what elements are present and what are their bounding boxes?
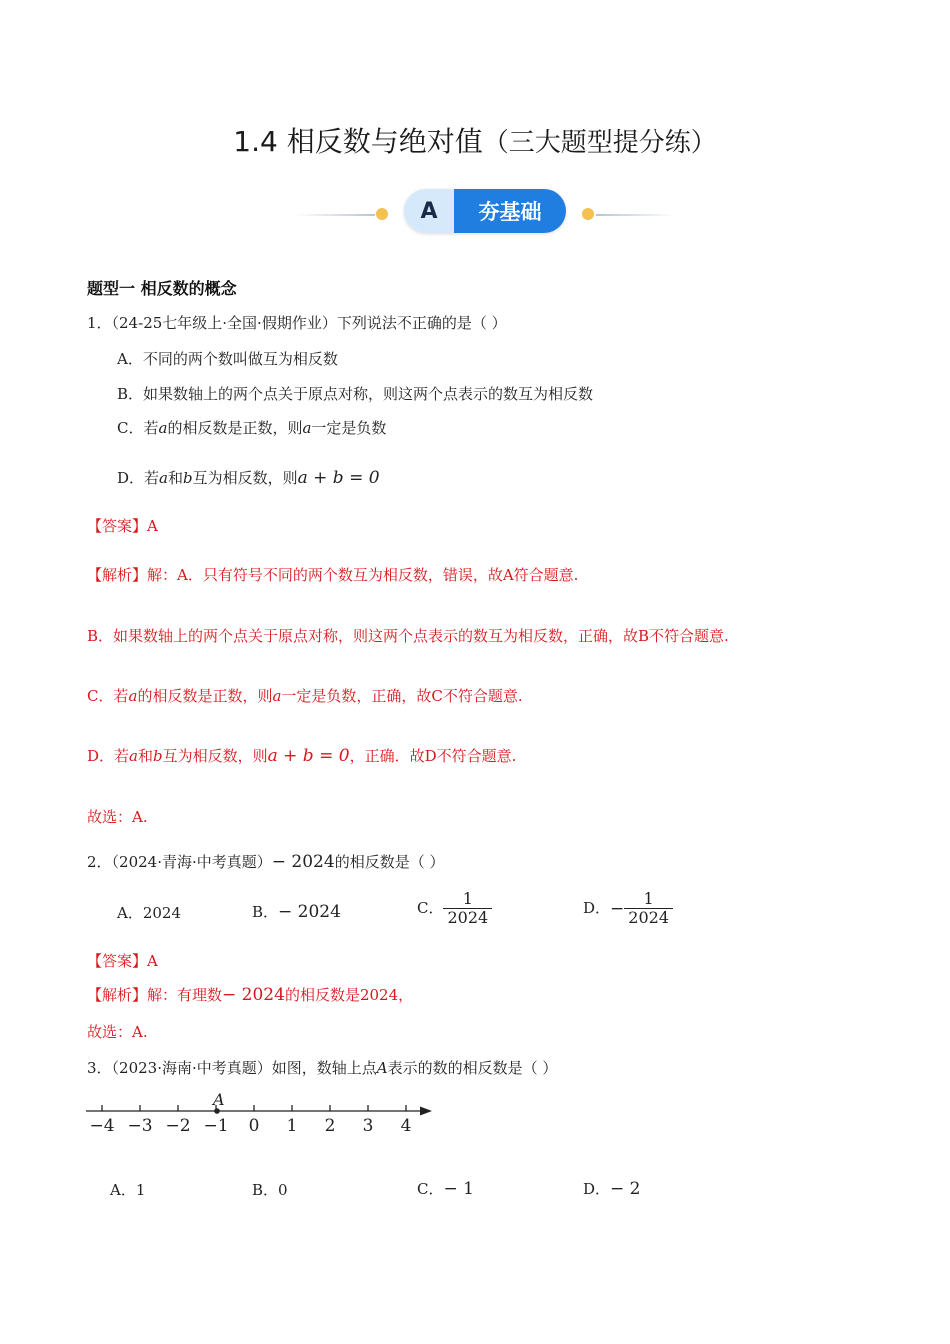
q1-analysis-b: B．如果数轴上的两个点关于原点对称，则这两个点表示的数互为相反数，正确，故B不符合题意. (87, 627, 729, 645)
q2-c-fraction (443, 890, 492, 928)
q1-option-c (117, 417, 386, 438)
q1-d-var1: a (159, 469, 168, 487)
q3-stem-pre: 3．（2023·海南·中考真题）如图，数轴上点 (87, 1059, 377, 1077)
q2-d-num: 1 (624, 890, 673, 909)
q2-jx-pre: 解：有理数 (147, 986, 223, 1004)
q2-jx-post: 的相反数是2024， (284, 986, 414, 1004)
tick-label: −4 (89, 1116, 115, 1136)
q1-c-var1: a (158, 419, 168, 437)
q1-jx-d-mid2: 互为相反数，则 (162, 747, 268, 765)
q2-analysis-label: 【解析】 (87, 986, 148, 1004)
q1-analysis-c (87, 685, 523, 706)
tick-label: 2 (324, 1116, 336, 1136)
q1-d-var2: b (183, 469, 193, 487)
q2-d-label: D． (583, 898, 611, 917)
title-sub: （三大题型提分练） (482, 128, 717, 158)
q2-jx-num: − 2024 (222, 985, 285, 1005)
q1-jx-c-post: 一定是负数，正确，故C不符合题意. (281, 687, 523, 705)
tick-label: −2 (165, 1116, 191, 1136)
q1-analysis-a (87, 564, 578, 585)
q2-d-den: 2024 (628, 908, 669, 928)
q3-option-a: A．1 (110, 1181, 146, 1199)
point-a-marker (214, 1108, 220, 1114)
q2-stem-num: − 2024 (271, 852, 335, 872)
q3-d-label: D． (583, 1180, 611, 1198)
q3-stem-var: A (376, 1059, 388, 1077)
q3-stem-post: 表示的数的相反数是（ ） (387, 1059, 558, 1077)
q1-analysis-a-text: 解：A．只有符号不同的两个数互为相反数，错误，故A符合题意. (147, 566, 579, 584)
q3-option-b: B．0 (252, 1181, 288, 1199)
tick-label: 4 (400, 1116, 412, 1136)
q2-b-val: − 2024 (278, 902, 341, 922)
q2-d-fraction (624, 890, 673, 928)
q1-option-b: B．如果数轴上的两个点关于原点对称，则这两个点表示的数互为相反数 (117, 385, 594, 403)
badge-letter: A (404, 189, 454, 233)
q1-d-pre: D．若 (117, 469, 160, 487)
section-heading: 题型一 相反数的概念 (87, 279, 237, 298)
q1-d-expr: a + b = 0 (297, 468, 380, 488)
q3-stem (87, 1057, 557, 1078)
point-a-label: A (213, 1090, 225, 1109)
q1-c-var2: a (302, 419, 312, 437)
q2-stem (87, 851, 444, 872)
q2-c-num: 1 (443, 890, 492, 909)
q2-option-c (417, 890, 492, 928)
q2-stem-pre: 2．（2024·青海·中考真题） (87, 853, 272, 871)
q1-jx-d-expr: a + b = 0 (267, 746, 350, 766)
q3-c-val: − 1 (443, 1179, 474, 1199)
q3-option-c (417, 1178, 474, 1199)
q2-c-label: C． (417, 898, 444, 917)
q2-b-label: B． (252, 903, 279, 921)
badge-text: 夯基础 (454, 189, 566, 233)
q2-c-den: 2024 (447, 908, 489, 928)
q1-d-mid: 和 (167, 469, 183, 487)
q1-jx-d-var2: b (153, 747, 163, 765)
q1-answer: 【答案】A (87, 517, 158, 535)
q1-jx-d-pre: D．若 (87, 747, 130, 765)
tick-label: −1 (203, 1116, 229, 1136)
q1-d-mid2: 互为相反数，则 (192, 469, 298, 487)
q1-jx-c-mid: 的相反数是正数，则 (137, 687, 273, 705)
tick-label: 0 (248, 1116, 260, 1136)
q1-jx-c-var1: a (128, 687, 138, 705)
q1-c-mid: 的相反数是正数，则 (167, 419, 303, 437)
page-title (0, 120, 950, 160)
number-line-figure (80, 1085, 440, 1145)
q2-choose: 故选：A. (87, 1023, 148, 1041)
q1-stem: 1．（24-25七年级上·全国·假期作业）下列说法不正确的是（ ） (87, 314, 507, 332)
tick-label: −3 (127, 1116, 153, 1136)
q1-jx-d-post: ，正确．故D不符合题意. (349, 747, 517, 765)
banner-line-left (295, 214, 375, 216)
q1-option-a: A．不同的两个数叫做互为相反数 (117, 350, 338, 368)
q1-analysis-d (87, 745, 516, 766)
q3-c-label: C． (417, 1180, 444, 1198)
q2-stem-post: 的相反数是（ ） (334, 853, 445, 871)
banner-dot-right (582, 208, 594, 220)
q3-d-val: − 2 (610, 1179, 641, 1199)
q2-option-b (252, 901, 341, 922)
q2-option-d (583, 890, 673, 928)
q1-c-post: 一定是负数 (311, 419, 387, 437)
q1-jx-c-var2: a (272, 687, 282, 705)
q1-choose: 故选：A. (87, 808, 148, 826)
banner-line-right (596, 214, 676, 216)
number-line-arrow (420, 1107, 432, 1116)
q2-answer: 【答案】A (87, 952, 158, 970)
banner-dot-left (376, 208, 388, 220)
q1-c-pre: C．若 (117, 419, 159, 437)
q2-option-a: A．2024 (117, 904, 182, 922)
tick-label: 3 (362, 1116, 374, 1136)
tick-label: 1 (286, 1116, 298, 1136)
q1-jx-d-mid: 和 (137, 747, 153, 765)
q1-analysis-label: 【解析】 (87, 566, 148, 584)
q2-analysis (87, 984, 413, 1005)
q1-jx-c-pre: C．若 (87, 687, 129, 705)
q2-d-sign: − (610, 898, 625, 919)
q1-jx-d-var1: a (129, 747, 138, 765)
q3-option-d (583, 1178, 641, 1199)
title-main: 1.4 相反数与绝对值 (233, 125, 483, 158)
section-badge (404, 189, 566, 233)
q1-option-d (117, 467, 380, 488)
